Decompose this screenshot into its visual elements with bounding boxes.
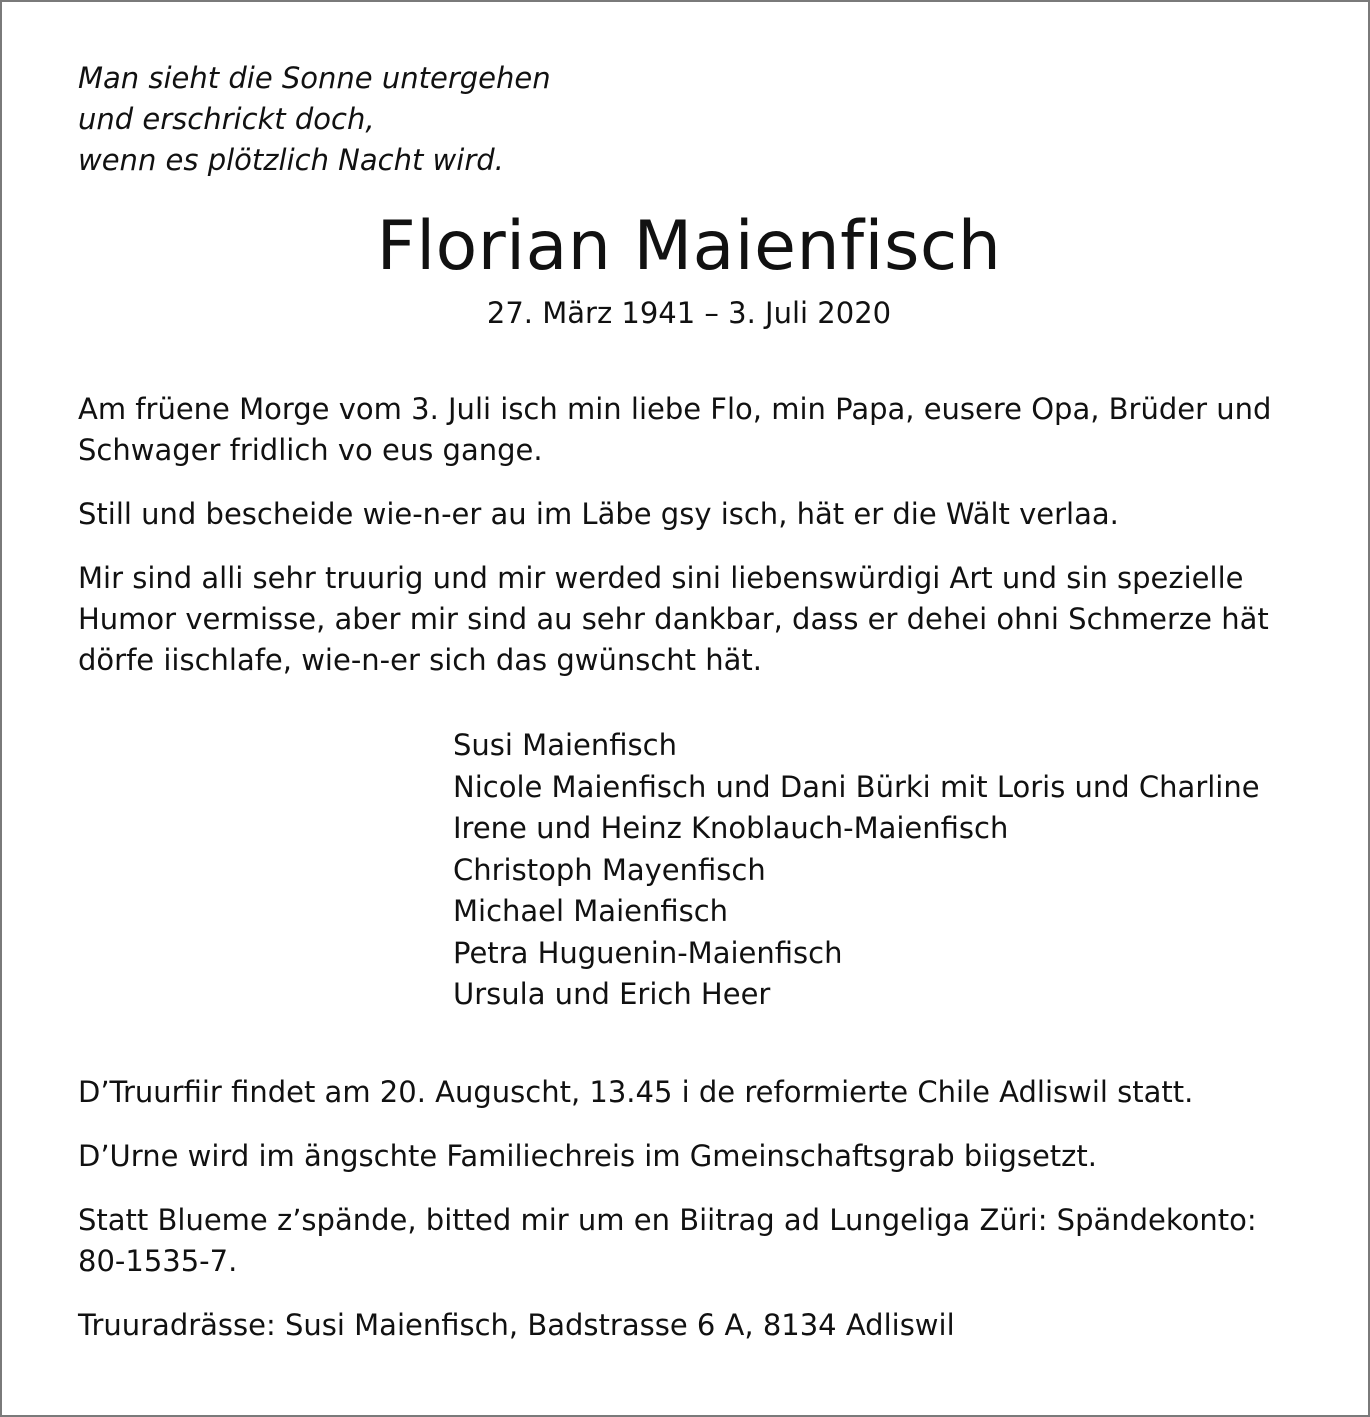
- motto-line: und erschrickt doch,: [78, 102, 375, 136]
- mourner-name: Nicole Maienfisch und Dani Bürki mit Loris und Charline: [453, 769, 1260, 804]
- mourner-name: Petra Huguenin-Maienfisch: [453, 935, 843, 970]
- mourners-list: [453, 725, 1300, 1016]
- mourner-name: Michael Maienfisch: [453, 894, 729, 928]
- mourner-name: Ursula und Erich Heer: [453, 977, 771, 1011]
- mourning-address: Truuradrässe: Susi Maienfisch, Badstrasse 6 A, 8134 Adliswil: [78, 1307, 955, 1342]
- passing-paragraph: Am früene Morge vom 3. Juli isch min liebe Flo, min Papa, eusere Opa, Brüder und Schwager fridlich vo eus gange.: [78, 392, 1272, 467]
- motto-verse: [78, 58, 1300, 181]
- life-dates: 27. März 1941 – 3. Juli 2020: [486, 296, 892, 330]
- quiet-departure-paragraph: Still und bescheide wie-n-er au im Läbe gsy isch, hät er die Wält verlaa.: [78, 497, 1119, 531]
- funeral-notice: D’Truurfiir findet am 20. Auguscht, 13.45 i de reformierte Chile Adliswil statt.: [78, 1074, 1194, 1109]
- obituary-content: [78, 58, 1300, 1346]
- urn-notice: D’Urne wird im ängschte Familiechreis im Gmeinschaftsgrab biigsetzt.: [78, 1138, 1097, 1173]
- mourner-name: Irene und Heinz Knoblauch-Maienfisch: [453, 811, 1009, 845]
- mourner-name: Christoph Mayenfisch: [453, 852, 766, 887]
- motto-line: Man sieht die Sonne untergehen: [78, 61, 551, 95]
- motto-line: wenn es plötzlich Nacht wird.: [78, 143, 504, 177]
- deceased-name: Florian Maienfisch: [376, 207, 1002, 286]
- mourning-paragraph: Mir sind alli sehr truurig und mir werded sini liebenswürdigi Art und sin spezielle Humor vermisse, aber mir sind au sehr dankbar, dass er dehei ohni Schmerze hät dörfe iischlafe, wie-n-er sich das gwünscht hät.: [78, 561, 1269, 677]
- mourner-name: Susi Maienfisch: [453, 728, 677, 762]
- donation-notice: Statt Blueme z’spände, bitted mir um en Biitrag ad Lungeliga Züri: Spändekonto: 80-1535-7.: [78, 1202, 1257, 1278]
